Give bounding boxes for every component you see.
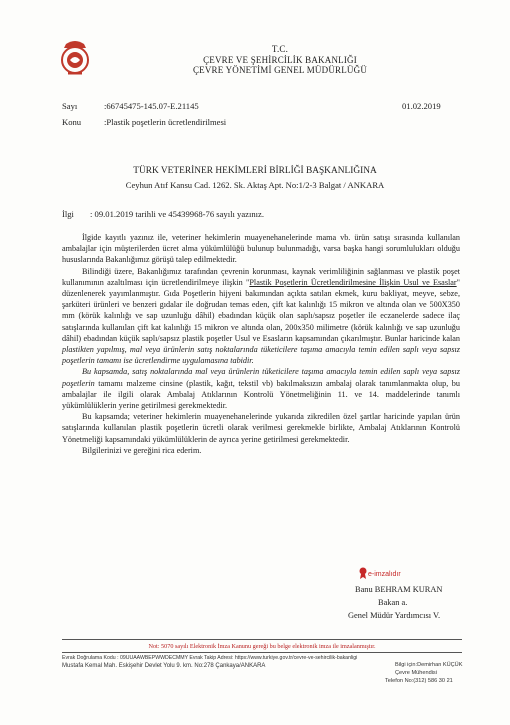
letterhead-tc: T.C. (271, 44, 289, 54)
contact-role: Çevre Mühendisi (395, 670, 437, 676)
konu-label: Konu (62, 117, 82, 127)
sayi-label: Sayı (62, 101, 78, 111)
paragraph-3-italic: Bu kapsamda, satış noktalarında mal veya ürünlerin tüketicilere taşıma amacıyla temin edilen saplı veya sapsız poşetlerin (62, 367, 460, 388)
konu-value: :Plastik poşetlerin ücretlendirilmesi (104, 117, 227, 127)
ilgi-label: İlgi (62, 209, 74, 219)
signer-title-2: Genel Müdür Yardımcısı V. (348, 611, 441, 620)
letterhead-ministry: ÇEVRE VE ŞEHİRCİLİK BAKANLIĞI (203, 54, 357, 65)
footer-divider-2 (62, 652, 462, 653)
regulation-title: Plastik Poşetlerin Ücretlendirilmesine İlişkin Usul ve Esaslar (249, 277, 457, 287)
letterhead-directorate: ÇEVRE YÖNETİMİ GENEL MÜDÜRLÜĞÜ (192, 65, 368, 75)
recipient-address: Ceyhun Atıf Kansu Cad. 1262. Sk. Aktaş Apt. No:1/2-3 Balgat / ANKARA (125, 180, 385, 190)
verification-code: Evrak Doğrulama Kodu : 09UUAAWBEPWWDECMMY Evrak Takip Adresi: https://www.turkiye.gov.tr/cevre-ve-sehircilik-bakanligi (62, 655, 358, 661)
paragraph-2-text-a: Bilindiği üzere, Bakanlığımız tarafından çevrenin korunması, kaynak verimliliğinin sağlanması ve plastik poşet kullanımının azaltılması için ücretlendirilmeye ilişkin " (62, 266, 460, 287)
paragraph-3-text: tamamı malzeme cinsine (plastik, kağıt, tekstil vb) bakılmaksızın ambalaj olarak tanımlanmakta olup, bu ambalajlar ile ilgili olarak Ambalaj Atıklarının Kontrolü Yönetmeliğinin 11. ve 14. maddelerinde tanımlı yükümlülüklerin yerine getirilmesi gerekmektedir. (62, 378, 460, 411)
paragraph-1: İlgide kayıtlı yazınız ile, veteriner hekimlerin muayenehanelerinde mama vb. ürün satışı sırasında kullanılan ambalajlar için müşterilerden ücret alma yükümlülüğü bulunup bulunmadığı, varsa başka hangi sorumlulukları olduğu hususlarında Bakanlığımız görüşü talep edilmektedir. (62, 233, 460, 265)
paragraph-2-text-b: " düzenlenerek yayımlanmıştır. Gıda Poşetlerin hijyeni bakımından açıkta satılan ekmek, kuru bakliyat, meyve, sebze, şarküteri ürünleri ve benzeri gıdalar ile doğrudan temas eden, çift kat kalınlığı 15 mikron ve altında olan ve 500X350 mm (körük kalınlığı ve sap uzunluğu dâhil) ebadından küçük olan saplı/sapsız poşetler ile eczanelerde sadece ilaç satışlarında kullanılan çift kat kalınlığı 15 mikron ve altında olan, 200x350 milimetre (körük kalınlığı ve sap uzunluğu dâhil) ebadından küçük saplı/sapsız plastik poşetler Usul ve Esasların kapsamından çıkarılmıştır. Bunlar haricinde kalan (62, 277, 460, 343)
contact-phone: Telefon No:(312) 586 30 21 (385, 678, 453, 684)
paragraph-5: Bilgilerinizi ve gereğini rica ederim. (82, 445, 202, 455)
paragraph-4: Bu kapsamda; veteriner hekimlerin muayenehanelerinde yukarıda zikredilen özel şartlar haricinde yapılan ürün satışlarında kullanılan plastik poşetlerin ücretli olarak verilmesi gerekmekle birlikte, Ambalaj Atıklarının Kontrolü Yönetmeliği kapsamındaki yükümlülüklerin de ayrıca yerine getirilmesi gerekmektedir. (62, 412, 460, 444)
footer-divider (62, 639, 462, 640)
signer-title-1: Bakan a. (378, 598, 408, 607)
ministry-address: Mustafa Kemal Mah. Eskişehir Devlet Yolu 9. km. No:278 Çankaya/ANKARA (62, 663, 266, 669)
e-signature-notice: Not: 5070 sayılı Elektronik İmza Kanunu gereği bu belge elektronik imza ile imzalanmıştır. (148, 643, 376, 650)
paragraph-2-italic: plastikten yapılmış, mal veya ürünlerin satış noktalarında tüketicilere taşıma amacıyla temin edilen saplı veya sapsız poşetlerin tamamı ise ücretlendirme uygulamasına tabidir. (62, 345, 460, 366)
contact-person: Bilgi için:Demirhan KÜÇÜK (395, 662, 463, 668)
document-date: 01.02.2019 (402, 101, 441, 111)
paragraph-3 (62, 366, 460, 411)
letter-body (62, 232, 460, 456)
paragraph-2 (62, 266, 460, 367)
recipient-name: TÜRK VETERİNER HEKİMLERİ BİRLİĞİ BAŞKANLIĞINA (133, 166, 377, 176)
ilgi-text: : 09.01.2019 tarihli ve 45439968-76 sayılı yazınız. (90, 209, 264, 219)
sayi-value: :66745475-145.07-E.21145 (104, 101, 199, 111)
letterhead (150, 44, 410, 76)
e-signature-icon (358, 567, 368, 580)
signer-name: Banu BEHRAM KURAN (355, 585, 443, 594)
e-signature-badge: e-imzalıdır (368, 571, 401, 578)
ministry-seal-logo (56, 36, 94, 76)
